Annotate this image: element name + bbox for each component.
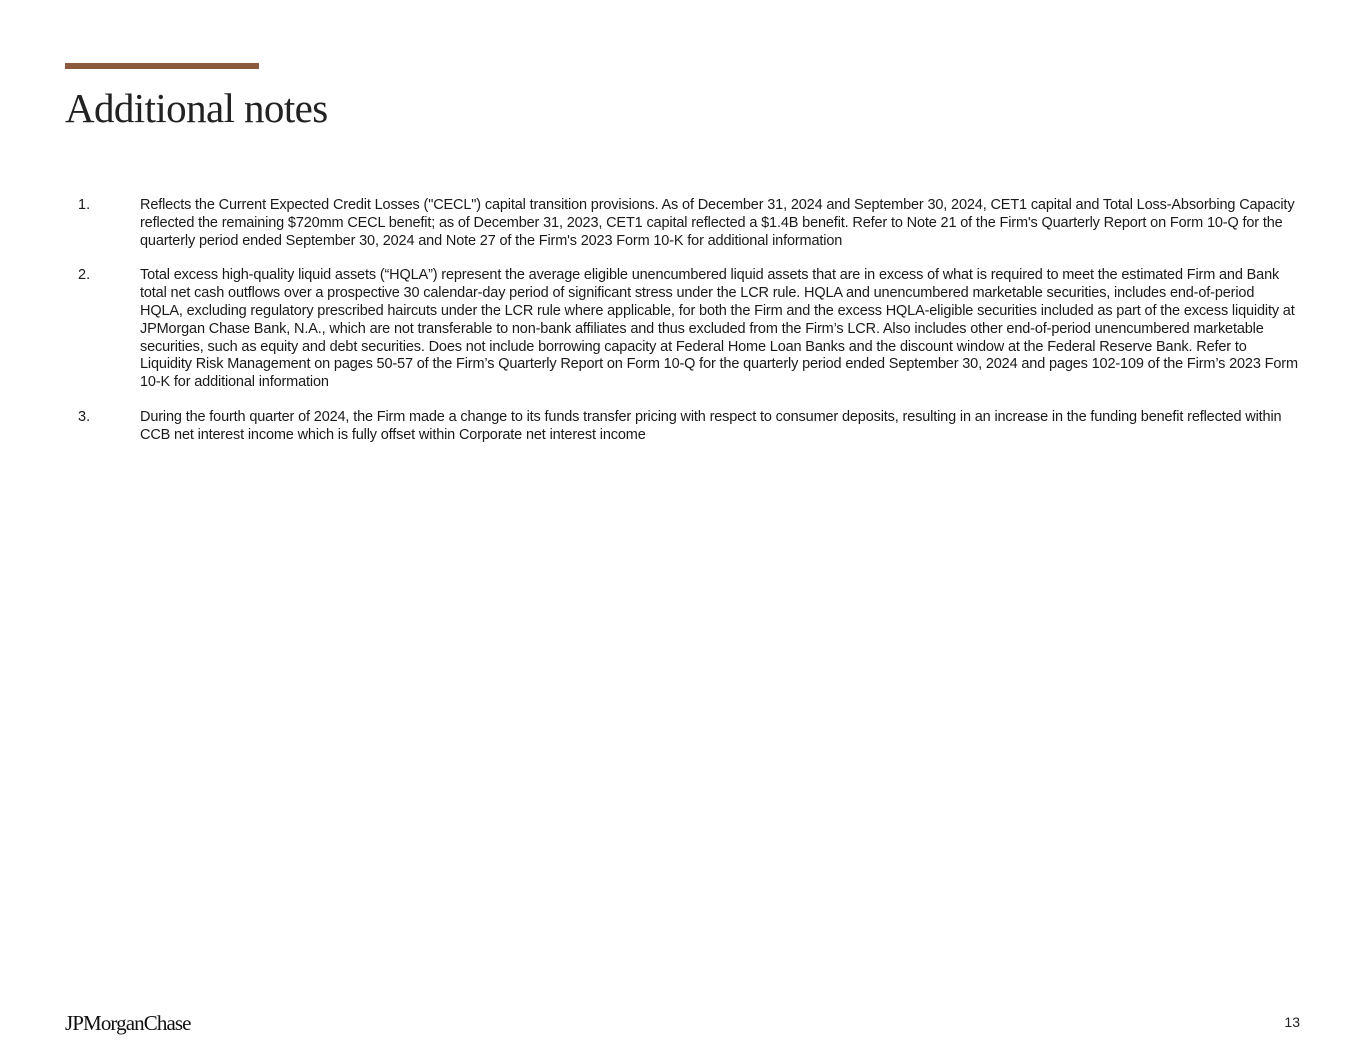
notes-list xyxy=(78,197,1300,462)
note-text: Reflects the Current Expected Credit Losses ("CECL") capital transition provisions. As of December 31, 2024 and September 30, 2024, CET1 capital and Total Loss-Absorbing Capacity reflected the remaining $720mm CECL benefit; as of December 31, 2023, CET1 capital reflected a $1.4B benefit. Refer to Note 21 of the Firm's Quarterly Report on Form 10-Q for the quarterly period ended September 30, 2024 and Note 27 of the Firm's 2023 Form 10-K for additional information xyxy=(140,197,1295,249)
note-text: During the fourth quarter of 2024, the Firm made a change to its funds transfer pricing with respect to consumer deposits, resulting in an increase in the funding benefit reflected within CCB net interest income which is fully offset within Corporate net interest income xyxy=(140,408,1282,443)
note-text: Total excess high-quality liquid assets (“HQLA”) represent the average eligible unencumbered liquid assets that are in excess of what is required to meet the estimated Firm and Bank total net cash outflows over a prospective 30 calendar-day period of significant stress under the LCR rule. HQLA and unencumbered marketable securities, includes end-of-period HQLA, excluding regulatory prescribed haircuts under the LCR rule where applicable, for both the Firm and the excess HQLA-eligible securities included as part of the excess liquidity at JPMorgan Chase Bank, N.A., which are not transferable to non-bank affiliates and thus excluded from the Firm’s LCR. Also includes other end-of-period unencumbered marketable securities, such as equity and debt securities. Does not include borrowing capacity at Federal Home Loan Banks and the discount window at the Federal Reserve Bank. Refer to Liquidity Risk Management on pages 50-57 of the Firm’s Quarterly Report on Form 10-Q for the quarterly period ended September 30, 2024 and pages 102-109 of the Firm’s 2023 Form 10-K for additional information xyxy=(140,267,1298,391)
page-number: 13 xyxy=(1284,1014,1300,1030)
note-item xyxy=(78,409,1300,445)
note-number: 2. xyxy=(78,267,91,284)
jpmorganchase-logo: JPMorganChase xyxy=(65,1011,191,1035)
note-number: 3. xyxy=(78,408,91,425)
title-accent-bar xyxy=(65,63,259,69)
note-item xyxy=(78,197,1300,250)
note-number: 1. xyxy=(78,197,91,213)
note-item xyxy=(78,267,1300,392)
page-title: Additional notes xyxy=(65,85,328,131)
